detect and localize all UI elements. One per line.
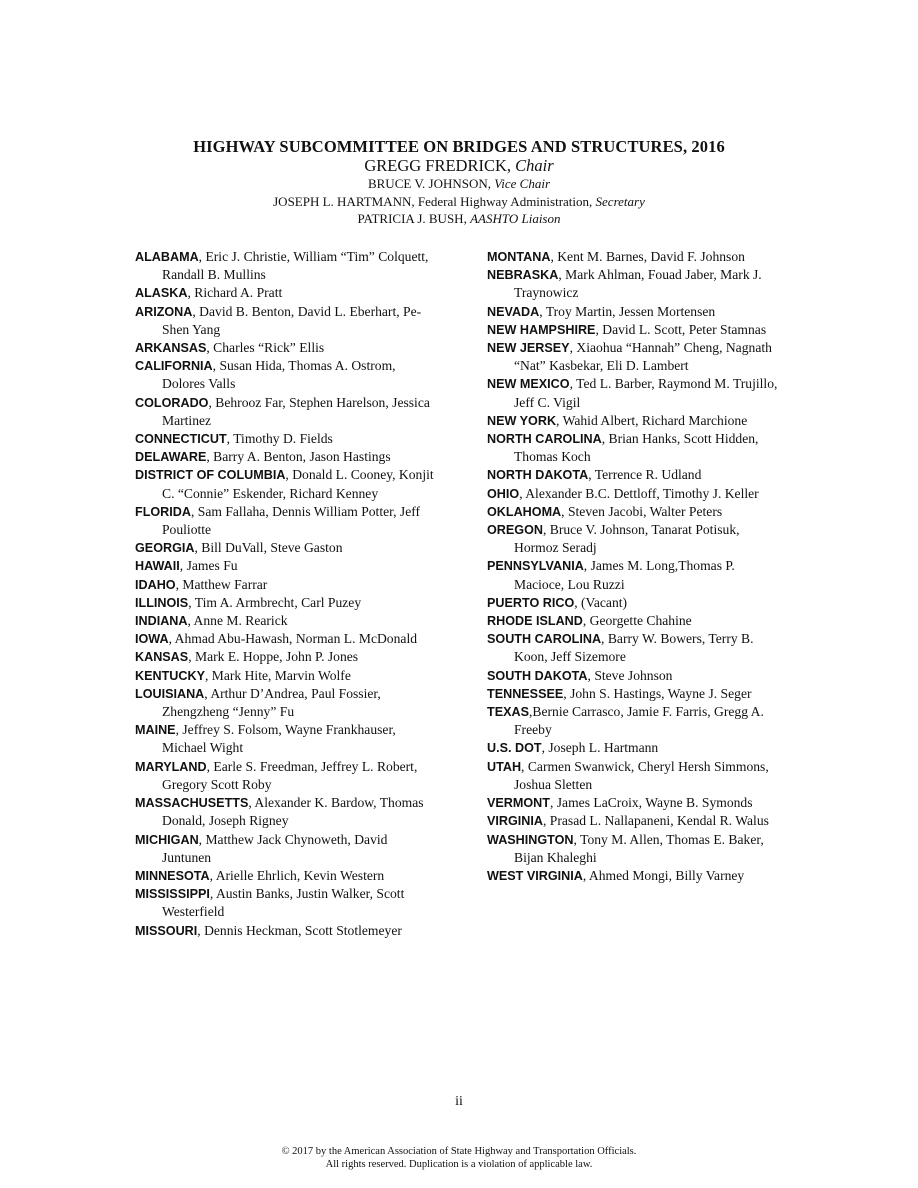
state-name: ARIZONA bbox=[135, 304, 193, 319]
separator: , bbox=[197, 922, 205, 938]
list-item bbox=[135, 394, 435, 430]
list-item bbox=[135, 557, 435, 575]
state-name: MARYLAND bbox=[135, 759, 207, 774]
member-names: Carmen Swanwick, Cheryl Hersh Simmons, Joshua Sletten bbox=[514, 758, 769, 792]
member-names: Barry W. Bowers, Terry B. Koon, Jeff Sizemore bbox=[514, 631, 754, 665]
member-names: Sam Fallaha, Dennis William Potter, Jeff Pouliotte bbox=[162, 503, 421, 538]
separator: , bbox=[542, 813, 550, 829]
list-item bbox=[135, 284, 435, 302]
separator: , bbox=[521, 758, 528, 774]
member-names: David B. Benton, David L. Eberhart, Pe-Shen Yang bbox=[162, 303, 422, 337]
state-name: NEBRASKA bbox=[487, 268, 559, 283]
list-item bbox=[487, 503, 787, 521]
liaison-line bbox=[0, 210, 918, 228]
separator: , bbox=[179, 558, 187, 574]
separator: , bbox=[569, 376, 577, 392]
member-names: Terrence R. Udland bbox=[594, 467, 702, 483]
member-names: Mark Ahlman, Fouad Jaber, Mark J. Traynowicz bbox=[514, 267, 762, 301]
vice-chair-role: Vice Chair bbox=[494, 176, 551, 191]
secretary-role: Secretary bbox=[595, 193, 645, 209]
separator: , bbox=[285, 467, 293, 483]
chair-line bbox=[0, 156, 918, 175]
member-names: Anne M. Rearick bbox=[193, 613, 288, 629]
list-item bbox=[135, 867, 435, 885]
list-item bbox=[135, 503, 435, 539]
list-item bbox=[135, 539, 435, 557]
member-names: Alexander B.C. Dettloff, Timothy J. Keller bbox=[525, 485, 759, 501]
member-names: Tim A. Armbrecht, Carl Puzey bbox=[194, 594, 362, 610]
member-names: Susan Hida, Thomas A. Ostrom, Dolores Valls bbox=[162, 358, 396, 392]
member-names: Ahmed Mongi, Billy Varney bbox=[588, 867, 745, 883]
separator: , bbox=[226, 431, 234, 447]
member-names: Jeffrey S. Folsom, Wayne Frankhauser, Michael Wight bbox=[162, 722, 396, 756]
state-name: OREGON bbox=[487, 523, 543, 538]
state-name: TENNESSEE bbox=[487, 686, 564, 701]
separator: , bbox=[588, 467, 595, 483]
list-item bbox=[135, 758, 435, 794]
chair-role: Chair bbox=[515, 156, 554, 175]
member-names: Arielle Ehrlich, Kevin Western bbox=[215, 867, 385, 883]
separator: , bbox=[539, 303, 546, 319]
state-name: GEORGIA bbox=[135, 541, 195, 556]
list-item bbox=[135, 576, 435, 594]
list-item bbox=[135, 794, 435, 830]
state-name: LOUISIANA bbox=[135, 686, 205, 701]
separator: , bbox=[595, 321, 603, 337]
state-name: MONTANA bbox=[487, 250, 551, 264]
list-item bbox=[487, 485, 787, 503]
member-names: Earle S. Freedman, Jeffrey L. Robert, Gregory Scott Roby bbox=[162, 758, 418, 792]
separator: , bbox=[558, 267, 566, 283]
list-item bbox=[487, 375, 787, 411]
member-names: Tony M. Allen, Thomas E. Baker, Bijan Khaleghi bbox=[514, 831, 764, 865]
state-name: NORTH CAROLINA bbox=[487, 432, 602, 447]
list-item bbox=[135, 339, 435, 357]
member-names: Timothy D. Fields bbox=[233, 431, 333, 447]
member-names: Ahmad Abu-Hawash, Norman L. McDonald bbox=[174, 631, 418, 647]
copyright-footer bbox=[0, 1145, 918, 1171]
list-item bbox=[487, 521, 787, 557]
state-name: VIRGINIA bbox=[487, 814, 543, 829]
separator: , bbox=[550, 249, 558, 264]
member-names: Eric J. Christie, William “Tim” Colquett, Randall B. Mullins bbox=[162, 249, 429, 283]
vice-chair-name: BRUCE V. JOHNSON, bbox=[367, 176, 492, 191]
separator: , bbox=[248, 795, 255, 811]
separator: , bbox=[541, 740, 549, 756]
list-item bbox=[487, 630, 787, 666]
state-name: NEW MEXICO bbox=[487, 377, 570, 392]
member-names: Kent M. Barnes, David F. Johnson bbox=[557, 249, 745, 264]
separator: , bbox=[573, 831, 581, 847]
member-names: Bernie Carrasco, Jamie F. Farris, Gregg A. Freeby bbox=[514, 704, 764, 738]
list-item bbox=[135, 922, 435, 940]
state-name: RHODE ISLAND bbox=[487, 614, 583, 629]
member-names: Alexander K. Bardow, Thomas Donald, Joseph Rigney bbox=[162, 795, 424, 829]
member-names: Richard A. Pratt bbox=[194, 285, 283, 301]
separator: , bbox=[188, 649, 195, 665]
state-name: HAWAII bbox=[135, 559, 180, 574]
separator: , bbox=[529, 704, 533, 720]
separator: , bbox=[175, 576, 183, 592]
separator: , bbox=[204, 667, 212, 683]
separator: , bbox=[190, 503, 198, 519]
state-name: NEW YORK bbox=[487, 413, 557, 428]
state-name: OKLAHOMA bbox=[487, 504, 562, 519]
list-item bbox=[487, 266, 787, 302]
separator: , bbox=[583, 558, 591, 574]
list-item bbox=[487, 321, 787, 339]
member-names: Georgette Chahine bbox=[589, 613, 692, 629]
list-item bbox=[135, 466, 435, 502]
separator: , bbox=[206, 758, 214, 774]
member-names: Charles “Rick” Ellis bbox=[213, 340, 325, 356]
member-names: Ted L. Barber, Raymond M. Trujillo, Jeff C. Vigil bbox=[514, 376, 778, 410]
member-names: James LaCroix, Wayne B. Symonds bbox=[556, 795, 753, 811]
separator: , bbox=[187, 613, 194, 629]
state-name: OHIO bbox=[487, 486, 520, 501]
state-name: IDAHO bbox=[135, 577, 176, 592]
member-names: Matthew Farrar bbox=[182, 576, 268, 592]
state-name: NEW HAMPSHIRE bbox=[487, 322, 596, 337]
list-item bbox=[487, 339, 787, 375]
page-number: ii bbox=[455, 1094, 463, 1109]
state-name: KENTUCKY bbox=[135, 668, 205, 683]
member-names: Donald L. Cooney, Konjit C. “Connie” Eskender, Richard Kenney bbox=[162, 467, 434, 501]
separator: , bbox=[175, 722, 183, 738]
state-name: NEVADA bbox=[487, 304, 540, 319]
state-name: NORTH DAKOTA bbox=[487, 468, 589, 483]
list-item bbox=[135, 721, 435, 757]
separator: , bbox=[187, 285, 195, 301]
separator: , bbox=[574, 594, 582, 610]
separator: , bbox=[601, 631, 608, 647]
state-name: UTAH bbox=[487, 759, 522, 774]
list-item bbox=[487, 412, 787, 430]
separator: , bbox=[206, 449, 214, 465]
separator: , bbox=[206, 340, 214, 356]
list-item bbox=[487, 303, 787, 321]
member-names: Xiaohua “Hannah” Cheng, Nagnath “Nat” Kasbekar, Eli D. Lambert bbox=[514, 340, 772, 374]
separator: , bbox=[192, 303, 200, 319]
state-name: NEW JERSEY bbox=[487, 341, 570, 356]
state-name: DELAWARE bbox=[135, 450, 207, 465]
list-item bbox=[135, 357, 435, 393]
state-name: INDIANA bbox=[135, 614, 188, 629]
separator: , bbox=[209, 867, 216, 883]
separator: , bbox=[549, 795, 557, 811]
member-names: Bruce V. Johnson, Tanarat Potisuk, Hormoz Seradj bbox=[514, 522, 740, 556]
list-item bbox=[487, 685, 787, 703]
state-name: PENNSYLVANIA bbox=[487, 559, 584, 574]
page-title: HIGHWAY SUBCOMMITTEE ON BRIDGES AND STRUCTURES, 2016 bbox=[193, 137, 725, 156]
separator: , bbox=[569, 340, 577, 356]
separator: , bbox=[208, 394, 216, 410]
list-item bbox=[135, 630, 435, 648]
member-names: Matthew Jack Chynoweth, David Juntunen bbox=[162, 831, 388, 865]
list-item bbox=[487, 812, 787, 830]
state-name: DISTRICT OF COLUMBIA bbox=[135, 468, 286, 483]
separator: , bbox=[204, 685, 211, 701]
separator: , bbox=[561, 503, 568, 519]
state-name: MISSOURI bbox=[135, 923, 198, 938]
state-name: KANSAS bbox=[135, 650, 189, 665]
state-name: MISSISSIPPI bbox=[135, 887, 210, 902]
member-names: Barry A. Benton, Jason Hastings bbox=[213, 449, 391, 465]
member-names: Behrooz Far, Stephen Harelson, Jessica Martinez bbox=[162, 394, 430, 428]
secretary-line bbox=[0, 193, 918, 211]
state-name: PUERTO RICO bbox=[487, 595, 575, 610]
state-name: FLORIDA bbox=[135, 504, 191, 519]
state-name: COLORADO bbox=[135, 395, 209, 410]
state-name: SOUTH CAROLINA bbox=[487, 632, 602, 647]
member-names: David L. Scott, Peter Stamnas bbox=[602, 321, 767, 337]
state-name: WASHINGTON bbox=[487, 832, 574, 847]
member-names: Dennis Heckman, Scott Stotlemeyer bbox=[204, 922, 402, 938]
list-item bbox=[135, 831, 435, 867]
separator: , bbox=[198, 831, 206, 847]
member-names: Prasad L. Nallapaneni, Kendal R. Walus bbox=[549, 813, 769, 829]
list-item bbox=[487, 612, 787, 630]
member-names: Austin Banks, Justin Walker, Scott Westerfield bbox=[162, 886, 405, 920]
state-name: CONNECTICUT bbox=[135, 432, 227, 447]
separator: , bbox=[556, 412, 563, 428]
member-names: Steve Johnson bbox=[594, 667, 673, 683]
state-name: VERMONT bbox=[487, 796, 550, 811]
list-item bbox=[487, 794, 787, 812]
list-item bbox=[487, 248, 787, 266]
list-item bbox=[135, 885, 435, 921]
separator: , bbox=[188, 594, 195, 610]
separator: , bbox=[212, 358, 220, 374]
liaison-name: PATRICIA J. BUSH, bbox=[357, 211, 467, 226]
member-names: Mark E. Hoppe, John P. Jones bbox=[194, 649, 359, 665]
list-item bbox=[135, 612, 435, 630]
secretary-name: JOSEPH L. HARTMANN, Federal Highway Administration, bbox=[273, 193, 593, 209]
state-name: WEST VIRGINIA bbox=[487, 868, 583, 883]
member-list-right bbox=[487, 248, 787, 885]
state-name: ALABAMA bbox=[135, 250, 199, 264]
separator: , bbox=[542, 522, 550, 538]
list-item bbox=[135, 448, 435, 466]
list-item bbox=[487, 557, 787, 593]
state-name: MAINE bbox=[135, 723, 176, 738]
separator: , bbox=[519, 485, 526, 501]
state-name: CALIFORNIA bbox=[135, 359, 213, 374]
member-names: Troy Martin, Jessen Mortensen bbox=[545, 303, 716, 319]
state-name: TEXAS bbox=[487, 705, 529, 720]
state-name: U.S. DOT bbox=[487, 741, 542, 756]
separator: , bbox=[582, 867, 589, 883]
list-item bbox=[487, 667, 787, 685]
list-item bbox=[135, 248, 435, 284]
vice-chair-line bbox=[0, 175, 918, 193]
member-names: John S. Hastings, Wayne J. Seger bbox=[570, 685, 752, 701]
member-names: James M. Long,Thomas P. Macioce, Lou Ruzzi bbox=[514, 558, 735, 592]
state-name: IOWA bbox=[135, 632, 169, 647]
member-names: (Vacant) bbox=[581, 594, 628, 610]
list-item bbox=[487, 739, 787, 757]
separator: , bbox=[198, 249, 206, 264]
member-names: Brian Hanks, Scott Hidden, Thomas Koch bbox=[514, 431, 759, 465]
member-names: Steven Jacobi, Walter Peters bbox=[567, 503, 723, 519]
state-name: ARKANSAS bbox=[135, 341, 207, 356]
list-item bbox=[487, 430, 787, 466]
list-item bbox=[487, 594, 787, 612]
member-list-left bbox=[135, 248, 435, 940]
list-item bbox=[135, 430, 435, 448]
separator: , bbox=[168, 631, 175, 647]
member-names: James Fu bbox=[186, 558, 238, 574]
member-names: Arthur D’Andrea, Paul Fossier, Zhengzheng “Jenny” Fu bbox=[162, 685, 381, 720]
list-item bbox=[135, 685, 435, 721]
copyright-line: © 2017 by the American Association of State Highway and Transportation Officials. bbox=[281, 1146, 637, 1157]
list-item bbox=[487, 466, 787, 484]
separator: , bbox=[587, 667, 595, 683]
separator: , bbox=[582, 613, 590, 629]
member-names: Mark Hite, Marvin Wolfe bbox=[211, 667, 351, 683]
state-name: SOUTH DAKOTA bbox=[487, 668, 588, 683]
list-item bbox=[487, 831, 787, 867]
rights-line: All rights reserved. Duplication is a violation of applicable law. bbox=[325, 1159, 593, 1170]
state-name: ALASKA bbox=[135, 286, 188, 301]
list-item bbox=[487, 758, 787, 794]
state-name: MINNESOTA bbox=[135, 868, 210, 883]
chair-name: GREGG FREDRICK, bbox=[364, 156, 512, 175]
state-name: ILLINOIS bbox=[135, 595, 189, 610]
committee-header bbox=[0, 137, 918, 228]
state-name: MASSACHUSETTS bbox=[135, 796, 249, 811]
separator: , bbox=[601, 431, 609, 447]
state-name: MICHIGAN bbox=[135, 832, 199, 847]
member-names: Joseph L. Hartmann bbox=[548, 740, 659, 756]
member-names: Bill DuVall, Steve Gaston bbox=[201, 540, 343, 556]
member-names: Wahid Albert, Richard Marchione bbox=[562, 412, 748, 428]
liaison-role: AASHTO Liaison bbox=[470, 211, 561, 226]
list-item bbox=[135, 594, 435, 612]
separator: , bbox=[194, 540, 202, 556]
list-item bbox=[487, 867, 787, 885]
separator: , bbox=[563, 685, 571, 701]
list-item bbox=[135, 303, 435, 339]
list-item bbox=[135, 667, 435, 685]
list-item bbox=[135, 648, 435, 666]
list-item bbox=[487, 703, 787, 739]
separator: , bbox=[209, 886, 216, 902]
